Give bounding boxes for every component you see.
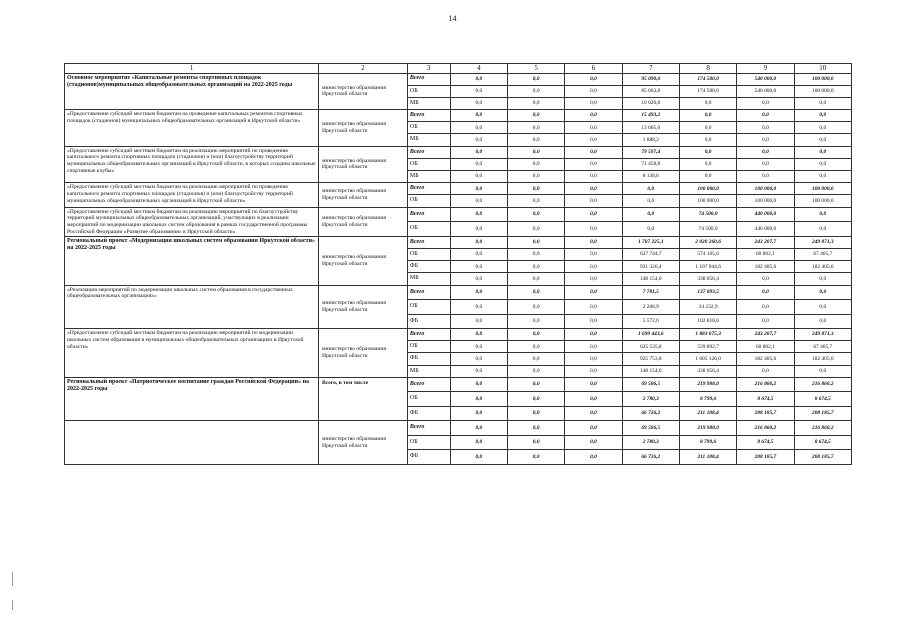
column-number: 9 [737, 64, 794, 74]
amount-cell: 0,0 [565, 285, 622, 300]
amount-cell: 69 506,5 [622, 377, 679, 392]
amount-cell: 0,0 [450, 329, 507, 341]
amount-cell: 216 860,2 [794, 377, 851, 392]
amount-cell: 0,0 [794, 134, 851, 146]
amount-cell: 148 154,0 [622, 365, 679, 377]
amount-cell: 0,0 [450, 273, 507, 285]
table-row [65, 183, 852, 195]
amount-cell: 574 165,6 [679, 249, 736, 261]
amount-cell: 625 535,8 [622, 341, 679, 353]
amount-cell: 0,0 [508, 122, 565, 134]
funding-source: ОБ [407, 300, 450, 315]
amount-cell: 0,0 [565, 300, 622, 315]
table-row [65, 377, 852, 392]
amount-cell: 0,0 [679, 146, 736, 158]
funding-source: Всего [407, 421, 450, 436]
column-number: 7 [622, 64, 679, 74]
amount-cell: 2 780,3 [622, 392, 679, 407]
amount-cell: 0,0 [565, 195, 622, 207]
amount-cell: 0,0 [794, 97, 851, 109]
amount-cell: 208 185,7 [794, 450, 851, 465]
table-row [65, 421, 852, 436]
amount-cell: 0,0 [450, 122, 507, 134]
amount-cell: 0,0 [737, 285, 794, 300]
funding-source: Всего [407, 207, 450, 222]
amount-cell: 0,0 [737, 314, 794, 329]
amount-cell: 0,0 [450, 85, 507, 97]
amount-cell: 0,0 [622, 195, 679, 207]
funding-source: ОБ [407, 222, 450, 237]
amount-cell: 0,0 [450, 450, 507, 465]
amount-cell: 8 674,5 [737, 435, 794, 450]
amount-cell: 0,0 [508, 207, 565, 222]
amount-cell: 0,0 [737, 97, 794, 109]
amount-cell: 0,0 [450, 222, 507, 237]
column-number: 4 [450, 64, 507, 74]
amount-cell: 2 020 260,6 [679, 236, 736, 248]
table-row [65, 207, 852, 222]
responsible-executor: министерство образования Иркутской области [318, 236, 407, 285]
column-number: 2 [318, 64, 407, 74]
amount-cell: 0,0 [508, 341, 565, 353]
amount-cell: 8 674,5 [737, 392, 794, 407]
funding-source: Всего [407, 329, 450, 341]
amount-cell: 216 860,2 [794, 421, 851, 436]
amount-cell: 0,0 [565, 171, 622, 183]
amount-cell: 931 326,4 [622, 261, 679, 273]
amount-cell: 0,0 [737, 273, 794, 285]
amount-cell: 0,0 [565, 261, 622, 273]
amount-cell: 60 802,1 [737, 341, 794, 353]
amount-cell: 0,0 [450, 171, 507, 183]
amount-cell: 0,0 [450, 353, 507, 365]
amount-cell: 85 063,8 [622, 85, 679, 97]
amount-cell: 0,0 [508, 236, 565, 248]
amount-cell: 8 799,6 [679, 435, 736, 450]
amount-cell: 8 674,5 [794, 435, 851, 450]
amount-cell: 0,0 [565, 392, 622, 407]
amount-cell: 0,0 [565, 134, 622, 146]
activity-title: «Реализация мероприятий по модернизации школьных систем образования в государственных общеобразовательных организациях» [65, 285, 319, 329]
funding-source: ОБ [407, 122, 450, 134]
funding-source: Всего [407, 146, 450, 158]
responsible-executor: министерство образования Иркутской области [318, 110, 407, 147]
responsible-executor: министерство образования Иркутской области [318, 329, 407, 378]
amount-cell: 100 000,0 [737, 183, 794, 195]
amount-cell: 69 506,5 [622, 421, 679, 436]
amount-cell: 0,0 [508, 377, 565, 392]
amount-cell: 0,0 [450, 341, 507, 353]
amount-cell: 102 818,6 [679, 314, 736, 329]
funding-source: Всего [407, 285, 450, 300]
amount-cell: 100 000,0 [679, 183, 736, 195]
amount-cell: 338 056,4 [679, 365, 736, 377]
amount-cell: 0,0 [450, 249, 507, 261]
amount-cell: 0,0 [508, 146, 565, 158]
amount-cell: 0,0 [565, 341, 622, 353]
amount-cell: 0,0 [794, 207, 851, 222]
amount-cell: 0,0 [508, 285, 565, 300]
activity-title: «Предоставление субсидий местным бюджетам на реализацию мероприятий по проведению капитального ремонта спортивных площадок (стадионов) и (или) благоустройству территорий муниципальных общеобразовательных организаций в Иркутской области» [65, 183, 319, 207]
table-row [65, 146, 852, 158]
responsible-executor: министерство образования Иркутской области [318, 285, 407, 329]
amount-cell: 2 780,3 [622, 435, 679, 450]
funding-source: МБ [407, 134, 450, 146]
responsible-executor: Всего, в том числе [318, 377, 407, 421]
page-number: 14 [448, 14, 457, 23]
funding-source: Всего [407, 236, 450, 248]
amount-cell: 0,0 [508, 450, 565, 465]
amount-cell: 0,0 [794, 365, 851, 377]
amount-cell: 219 988,0 [679, 421, 736, 436]
amount-cell: 2 208,9 [622, 300, 679, 315]
amount-cell: 67 465,7 [794, 249, 851, 261]
amount-cell: 0,0 [565, 85, 622, 97]
funding-source: ОБ [407, 195, 450, 207]
amount-cell: 440 000,0 [737, 222, 794, 237]
funding-source: МБ [407, 97, 450, 109]
amount-cell: 249 871,3 [794, 236, 851, 248]
amount-cell: 0,0 [565, 365, 622, 377]
amount-cell: 216 860,2 [737, 421, 794, 436]
responsible-executor: министерство образования Иркутской области [318, 421, 407, 465]
funding-source: Всего [407, 183, 450, 195]
amount-cell: 208 185,7 [794, 406, 851, 421]
amount-cell: 0,0 [508, 134, 565, 146]
table-row [65, 236, 852, 248]
amount-cell: 0,0 [565, 421, 622, 436]
funding-source: МБ [407, 171, 450, 183]
amount-cell: 0,0 [679, 122, 736, 134]
table-row [65, 110, 852, 122]
amount-cell: 211 188,4 [679, 450, 736, 465]
amount-cell: 0,0 [508, 171, 565, 183]
amount-cell: 0,0 [508, 222, 565, 237]
amount-cell: 243 207,7 [737, 329, 794, 341]
funding-source: ОБ [407, 249, 450, 261]
funding-source: ФБ [407, 314, 450, 329]
amount-cell: 0,0 [508, 85, 565, 97]
funding-source: ОБ [407, 85, 450, 97]
amount-cell: 0,0 [508, 406, 565, 421]
column-number: 1 [65, 64, 319, 74]
amount-cell: 1 699 443,6 [622, 329, 679, 341]
amount-cell: 148 154,0 [622, 273, 679, 285]
amount-cell: 0,0 [737, 171, 794, 183]
activity-title [65, 421, 319, 465]
activity-title: «Предоставление субсидий местным бюджетам на проведение капитальных ремонтов спортивных площадок (стадионов) муниципальных общеобразовательных организаций в Иркутской области» [65, 110, 319, 147]
amount-cell: 540 000,0 [737, 85, 794, 97]
amount-cell: 100 000,0 [794, 183, 851, 195]
amount-cell: 100 000,0 [737, 195, 794, 207]
activity-title: «Предоставление субсидий местным бюджетам на реализацию мероприятий по модернизации школьных систем образования в муниципальных общеобразовательных организациях в Иркутской области» [65, 329, 319, 378]
column-number: 6 [565, 64, 622, 74]
funding-source: Всего [407, 377, 450, 392]
amount-cell: 0,0 [450, 110, 507, 122]
amount-cell: 100 000,0 [794, 73, 851, 85]
amount-cell: 0,0 [622, 207, 679, 222]
amount-cell: 0,0 [737, 146, 794, 158]
amount-cell: 0,0 [450, 146, 507, 158]
amount-cell: 0,0 [508, 110, 565, 122]
amount-cell: 0,0 [565, 222, 622, 237]
amount-cell: 0,0 [565, 146, 622, 158]
amount-cell: 0,0 [508, 392, 565, 407]
amount-cell: 243 207,7 [737, 236, 794, 248]
amount-cell: 0,0 [508, 183, 565, 195]
amount-cell: 0,0 [450, 392, 507, 407]
amount-cell: 0,0 [794, 158, 851, 170]
amount-cell: 0,0 [450, 406, 507, 421]
amount-cell: 0,0 [508, 329, 565, 341]
amount-cell: 0,0 [508, 435, 565, 450]
amount-cell: 66 726,2 [622, 450, 679, 465]
amount-cell: 0,0 [565, 73, 622, 85]
amount-cell: 0,0 [508, 73, 565, 85]
program-activity-title: Региональный проект «Модернизация школьных систем образования Иркутской области» на 2022-2025 годы [65, 236, 319, 285]
amount-cell: 0,0 [508, 421, 565, 436]
amount-cell: 0,0 [794, 222, 851, 237]
amount-cell: 0,0 [737, 122, 794, 134]
responsible-executor: министерство образования Иркутской области [318, 207, 407, 236]
table-row [65, 73, 852, 85]
amount-cell: 0,0 [794, 171, 851, 183]
amount-cell: 208 185,7 [737, 450, 794, 465]
funding-source: МБ [407, 365, 450, 377]
amount-cell: 8 799,6 [679, 392, 736, 407]
amount-cell: 0,0 [565, 450, 622, 465]
amount-cell: 0,0 [794, 285, 851, 300]
amount-cell: 0,0 [794, 110, 851, 122]
amount-cell: 1 883 075,3 [679, 329, 736, 341]
amount-cell: 0,0 [565, 353, 622, 365]
amount-cell: 219 988,0 [679, 377, 736, 392]
amount-cell: 216 860,2 [737, 377, 794, 392]
activity-title: «Предоставление субсидий местным бюджетам на реализацию мероприятий по благоустройству территорий муниципальных общеобразовательных организаций, участвующих в реализации мероприятий по модернизации школьных систем образования в рамках государственной программы Российской Федерации «Развитие образования» в Иркутской области» [65, 207, 319, 236]
financing-table [64, 63, 852, 465]
amount-cell: 0,0 [565, 377, 622, 392]
amount-cell: 182 405,6 [737, 353, 794, 365]
table-row [65, 285, 852, 300]
amount-cell: 0,0 [450, 365, 507, 377]
amount-cell: 1 707 225,1 [622, 236, 679, 248]
amount-cell: 60 802,1 [737, 249, 794, 261]
amount-cell: 0,0 [737, 158, 794, 170]
amount-cell: 0,0 [450, 285, 507, 300]
column-number: 8 [679, 64, 736, 74]
margin-mark [12, 572, 13, 586]
funding-source: ФБ [407, 450, 450, 465]
program-activity-title: Основное мероприятие «Капитальные ремонты спортивных площадок (стадионов)муниципальных общеобразовательных организаций на 2022-2025 годы [65, 73, 319, 110]
amount-cell: 137 093,5 [679, 285, 736, 300]
amount-cell: 211 188,4 [679, 406, 736, 421]
column-number: 10 [794, 64, 851, 74]
amount-cell: 0,0 [450, 73, 507, 85]
amount-cell: 0,0 [737, 134, 794, 146]
funding-source: ФБ [407, 261, 450, 273]
amount-cell: 71 458,8 [622, 158, 679, 170]
funding-source: ОБ [407, 158, 450, 170]
amount-cell: 0,0 [565, 435, 622, 450]
amount-cell: 0,0 [508, 314, 565, 329]
responsible-executor: министерство образования Иркутской области [318, 73, 407, 110]
funding-source: ФБ [407, 406, 450, 421]
amount-cell: 7 781,5 [622, 285, 679, 300]
amount-cell: 0,0 [622, 222, 679, 237]
amount-cell: 174 500,0 [679, 85, 736, 97]
amount-cell: 67 465,7 [794, 341, 851, 353]
column-number-row [65, 64, 852, 74]
amount-cell: 1 005 126,0 [679, 353, 736, 365]
amount-cell: 0,0 [565, 110, 622, 122]
amount-cell: 0,0 [679, 97, 736, 109]
amount-cell: 208 185,7 [737, 406, 794, 421]
amount-cell: 0,0 [450, 207, 507, 222]
amount-cell: 74 500,0 [679, 222, 736, 237]
amount-cell: 0,0 [450, 158, 507, 170]
amount-cell: 74 500,0 [679, 207, 736, 222]
amount-cell: 0,0 [508, 97, 565, 109]
amount-cell: 0,0 [737, 110, 794, 122]
amount-cell: 0,0 [508, 261, 565, 273]
amount-cell: 0,0 [450, 134, 507, 146]
amount-cell: 0,0 [450, 261, 507, 273]
amount-cell: 8 138,6 [622, 171, 679, 183]
amount-cell: 95 090,6 [622, 73, 679, 85]
amount-cell: 0,0 [565, 183, 622, 195]
margin-mark [12, 600, 13, 610]
amount-cell: 10 026,8 [622, 97, 679, 109]
funding-source: Всего [407, 73, 450, 85]
amount-cell: 627 744,7 [622, 249, 679, 261]
amount-cell: 0,0 [450, 314, 507, 329]
amount-cell: 0,0 [565, 273, 622, 285]
amount-cell: 0,0 [450, 421, 507, 436]
amount-cell: 0,0 [508, 249, 565, 261]
amount-cell: 0,0 [450, 435, 507, 450]
amount-cell: 182 405,6 [794, 353, 851, 365]
amount-cell: 0,0 [565, 158, 622, 170]
column-number: 5 [508, 64, 565, 74]
amount-cell: 15 493,2 [622, 110, 679, 122]
amount-cell: 338 056,4 [679, 273, 736, 285]
amount-cell: 0,0 [794, 146, 851, 158]
amount-cell: 13 605,0 [622, 122, 679, 134]
amount-cell: 0,0 [794, 122, 851, 134]
amount-cell: 0,0 [450, 183, 507, 195]
amount-cell: 539 892,7 [679, 341, 736, 353]
funding-source: ОБ [407, 435, 450, 450]
amount-cell: 0,0 [794, 314, 851, 329]
amount-cell: 0,0 [565, 249, 622, 261]
amount-cell: 0,0 [450, 300, 507, 315]
funding-source: ОБ [407, 341, 450, 353]
amount-cell: 100 000,0 [794, 195, 851, 207]
amount-cell: 0,0 [679, 134, 736, 146]
amount-cell: 0,0 [508, 195, 565, 207]
amount-cell: 0,0 [565, 207, 622, 222]
amount-cell: 66 726,2 [622, 406, 679, 421]
amount-cell: 79 597,4 [622, 146, 679, 158]
funding-source: ФБ [407, 353, 450, 365]
activity-title: «Предоставление субсидий местным бюджетам на реализацию мероприятий по проведению капитального ремонта спортивных площадок (стадионов) и (или) благоустройству территорий муниципальных общеобразовательных организаций в Иркутской области, в которых созданы школьные спортивные клубы» [65, 146, 319, 183]
amount-cell: 1 888,2 [622, 134, 679, 146]
amount-cell: 0,0 [679, 158, 736, 170]
amount-cell: 440 000,0 [737, 207, 794, 222]
responsible-executor: министерство образования Иркутской области [318, 146, 407, 183]
amount-cell: 182 405,6 [794, 261, 851, 273]
program-activity-title: Региональный проект «Патриотическое воспитание граждан Российской Федерации» на 2022-2025 годы [65, 377, 319, 421]
amount-cell: 0,0 [679, 110, 736, 122]
amount-cell: 8 674,5 [794, 392, 851, 407]
amount-cell: 100 000,0 [679, 195, 736, 207]
amount-cell: 0,0 [450, 195, 507, 207]
amount-cell: 174 500,0 [679, 73, 736, 85]
amount-cell: 540 000,0 [737, 73, 794, 85]
amount-cell: 100 000,0 [794, 85, 851, 97]
amount-cell: 0,0 [565, 314, 622, 329]
table-row [65, 329, 852, 341]
amount-cell: 34 232,9 [679, 300, 736, 315]
amount-cell: 0,0 [565, 406, 622, 421]
amount-cell: 1 107 944,6 [679, 261, 736, 273]
amount-cell: 0,0 [450, 97, 507, 109]
amount-cell: 0,0 [565, 236, 622, 248]
funding-source: МБ [407, 273, 450, 285]
amount-cell: 0,0 [737, 365, 794, 377]
funding-source: ОБ [407, 392, 450, 407]
funding-source: Всего [407, 110, 450, 122]
amount-cell: 0,0 [679, 171, 736, 183]
amount-cell: 0,0 [794, 300, 851, 315]
amount-cell: 249 871,3 [794, 329, 851, 341]
amount-cell: 182 405,6 [737, 261, 794, 273]
amount-cell: 0,0 [622, 183, 679, 195]
amount-cell: 925 753,8 [622, 353, 679, 365]
amount-cell: 0,0 [508, 300, 565, 315]
amount-cell: 0,0 [450, 236, 507, 248]
responsible-executor: министерство образования Иркутской области [318, 183, 407, 207]
amount-cell: 0,0 [794, 273, 851, 285]
amount-cell: 5 572,6 [622, 314, 679, 329]
amount-cell: 0,0 [450, 377, 507, 392]
amount-cell: 0,0 [508, 158, 565, 170]
amount-cell: 0,0 [565, 122, 622, 134]
amount-cell: 0,0 [508, 353, 565, 365]
amount-cell: 0,0 [508, 273, 565, 285]
column-number: 3 [407, 64, 450, 74]
amount-cell: 0,0 [565, 97, 622, 109]
amount-cell: 0,0 [508, 365, 565, 377]
amount-cell: 0,0 [737, 300, 794, 315]
amount-cell: 0,0 [565, 329, 622, 341]
